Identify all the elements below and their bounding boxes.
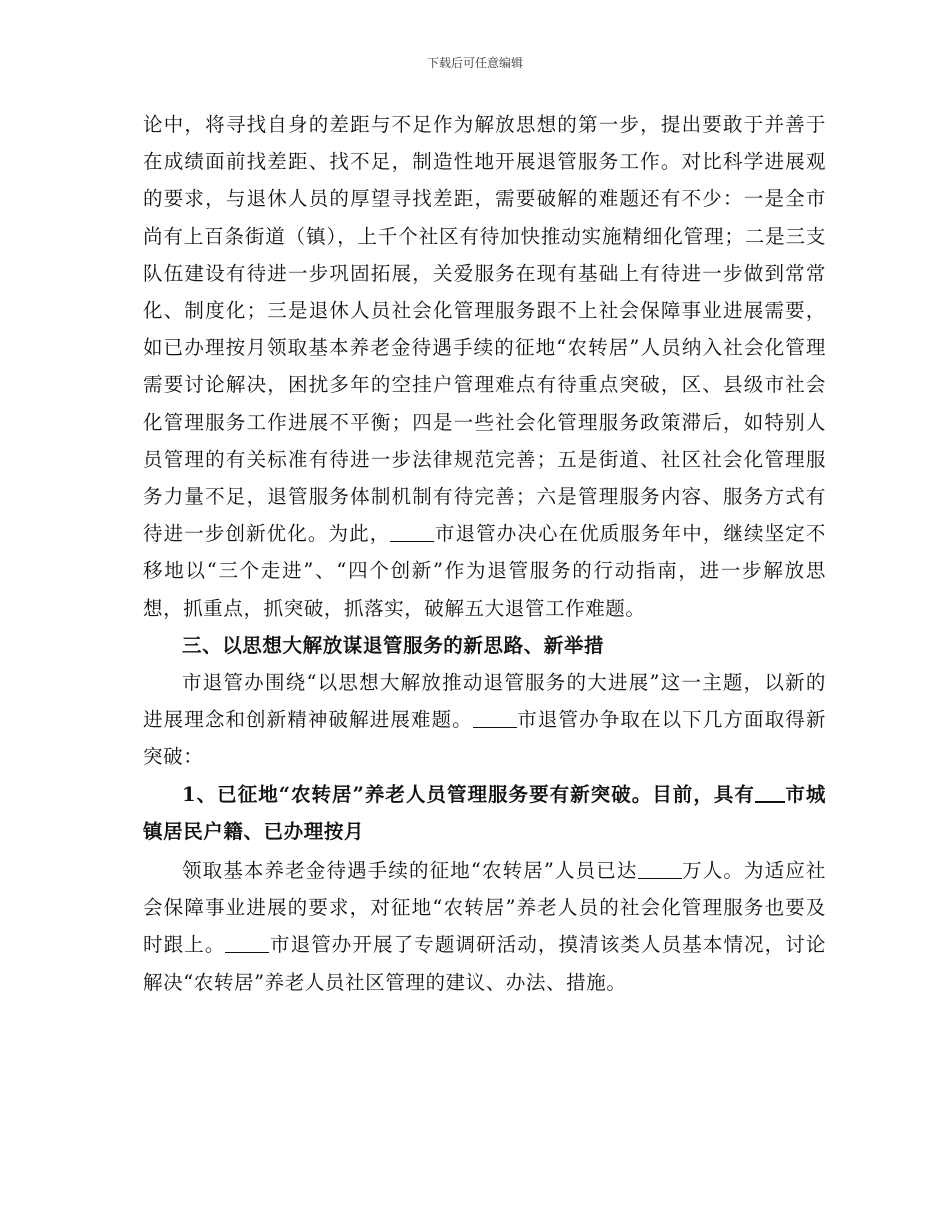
paragraph-3-text: 领取基本养老金待遇手续的征地“农转居”人员已达 [182,859,638,883]
paragraph-2-tail: 市退管办争取在以下几方面取得新突破： [143,708,826,769]
paragraph-1-tail: 市退管办决心在优质服务年中，继续坚定不移地以“三个走进”、“四个创新”作为退管服务的行动指南，进一步解放思想，抓重点，抓突破，抓落实，破解五大退管工作难题。 [143,522,826,620]
paragraph-3 [143,852,826,1001]
paragraph-2 [143,664,826,776]
paragraph-1 [143,106,826,627]
paragraph-3-mid: 万人。为适应社会保障事业进展的要求，对征地“农转居”养老人员的社会化管理服务也要及时跟上。 [143,859,826,957]
subsection-heading-1-tail: 市城镇居民户籍、已办理按月 [143,782,827,843]
subsection-heading-1 [143,776,826,850]
blank-line [390,521,434,542]
document-body [143,106,826,1001]
paragraph-3-tail: 市退管办开展了专题调研活动，摸清该类人员基本情况，讨论解决“农转居”养老人员社区管理的建议、办法、措施。 [143,933,826,994]
paragraph-1-text: 论中，将寻找自身的差距与不足作为解放思想的第一步，提出要敢于并善于在成绩面前找差距、找不足，制造性地开展退管服务工作。对比科学进展观的要求，与退休人员的厚望寻找差距，需要破解的难题还有不少：一是全市尚有上百条街道（镇），上千个社区有待加快推动实施精细化管理；二是三支队伍建设有待进一步巩固拓展，关爱服务在现有基础上有待进一步做到常常化、制度化；三是退休人员社会化管理服务跟不上社会保障事业进展需要，如已办理按月领取基本养老金待遇手续的征地“农转居”人员纳入社会化管理需要讨论解决，困扰多年的空挂户管理难点有待重点突破，区、县级市社会化管理服务工作进展不平衡；四是一些社会化管理服务政策滞后，如特别人员管理的有关标准有待进一步法律规范完善；五是街道、社区社会化管理服务力量不足，退管服务体制机制有待完善；六是管理服务内容、服务方式有待进一步创新优化。为此， [143,113,826,546]
section-heading-3: 三、以思想大解放谋退管服务的新思路、新举措 [182,633,605,657]
blank-line [755,781,785,803]
blank-line [638,858,682,879]
page-header: 下载后可任意编辑 [426,56,523,70]
blank-line [225,932,269,953]
subsection-heading-1-text: 1、已征地“农转居”养老人员管理服务要有新突破。目前，具有 [182,782,755,806]
paragraph-2-text: 市退管办围绕“以思想大解放推动退管服务的大进展”这一主题，以新的进展理念和创新精神破解进展难题。 [143,671,826,732]
blank-line [473,707,517,728]
